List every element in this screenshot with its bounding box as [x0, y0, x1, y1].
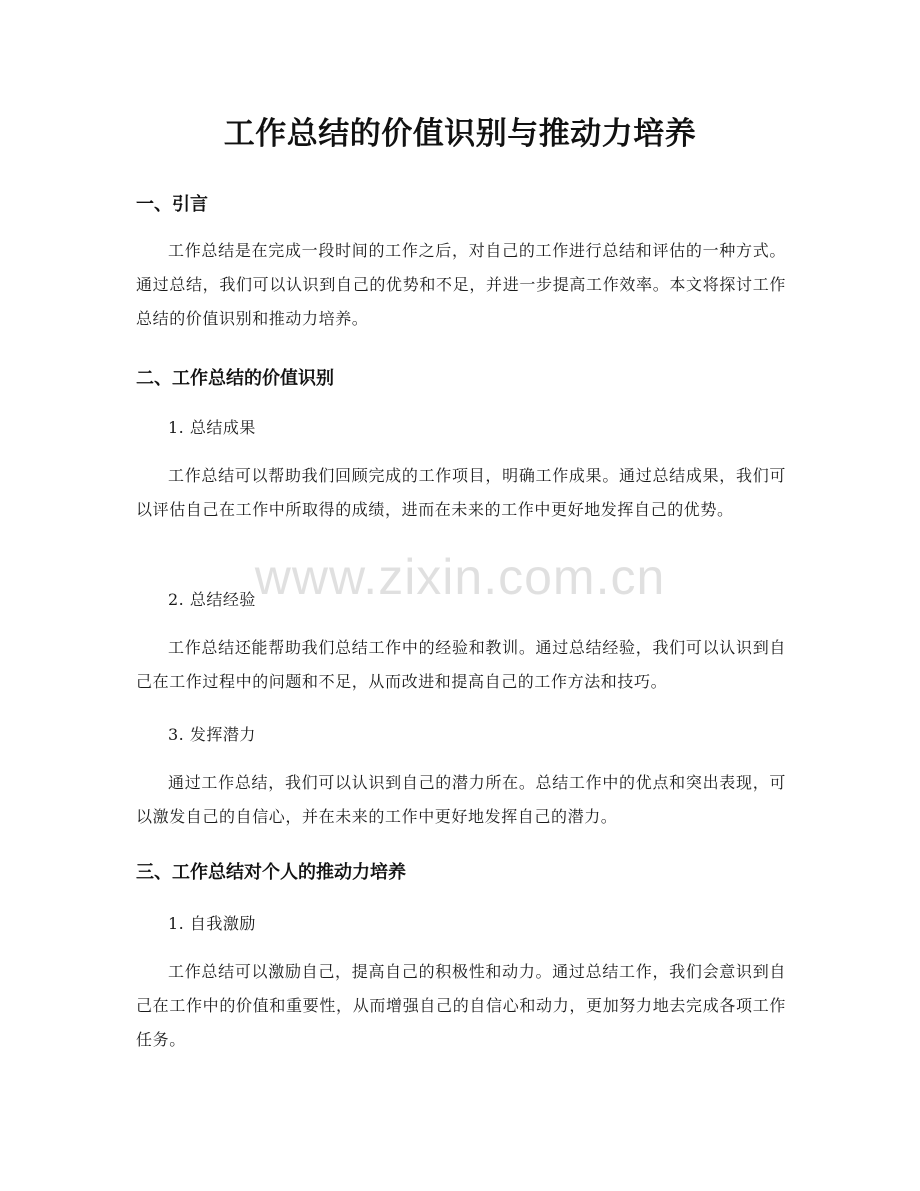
subsection-label-results: 1. 总结成果	[168, 418, 256, 437]
subsection-paragraph-potential: 通过工作总结，我们可以认识到自己的潜力所在。总结工作中的优点和突出表现，可以激发自己的自信心，并在未来的工作中更好地发挥自己的潜力。	[136, 773, 786, 826]
section-heading-value: 二、工作总结的价值识别	[136, 368, 334, 389]
subsection-paragraph-self-motivation: 工作总结可以激励自己，提高自己的积极性和动力。通过总结工作，我们会意识到自己在工作中的价值和重要性，从而增强自己的自信心和动力，更加努力地去完成各项工作任务。	[136, 962, 786, 1049]
subsection-label-experience: 2. 总结经验	[168, 590, 256, 609]
section-heading-intro: 一、引言	[136, 194, 208, 215]
subsection-paragraph-results: 工作总结可以帮助我们回顾完成的工作项目，明确工作成果。通过总结成果，我们可以评估自己在工作中所取得的成绩，进而在未来的工作中更好地发挥自己的优势。	[136, 466, 786, 519]
document-title: 工作总结的价值识别与推动力培养	[223, 116, 697, 152]
section-heading-motivation: 三、工作总结对个人的推动力培养	[136, 862, 406, 883]
subsection-label-potential: 3. 发挥潜力	[168, 725, 256, 744]
section-paragraph-intro: 工作总结是在完成一段时间的工作之后，对自己的工作进行总结和评估的一种方式。通过总结，我们可以认识到自己的优势和不足，并进一步提高工作效率。本文将探讨工作总结的价值识别和推动力培养。	[136, 241, 786, 328]
watermark-text: www.zixin.com.cn	[254, 549, 666, 605]
subsection-label-self-motivation: 1. 自我激励	[168, 914, 256, 933]
subsection-paragraph-experience: 工作总结还能帮助我们总结工作中的经验和教训。通过总结经验，我们可以认识到自己在工作过程中的问题和不足，从而改进和提高自己的工作方法和技巧。	[136, 638, 786, 691]
